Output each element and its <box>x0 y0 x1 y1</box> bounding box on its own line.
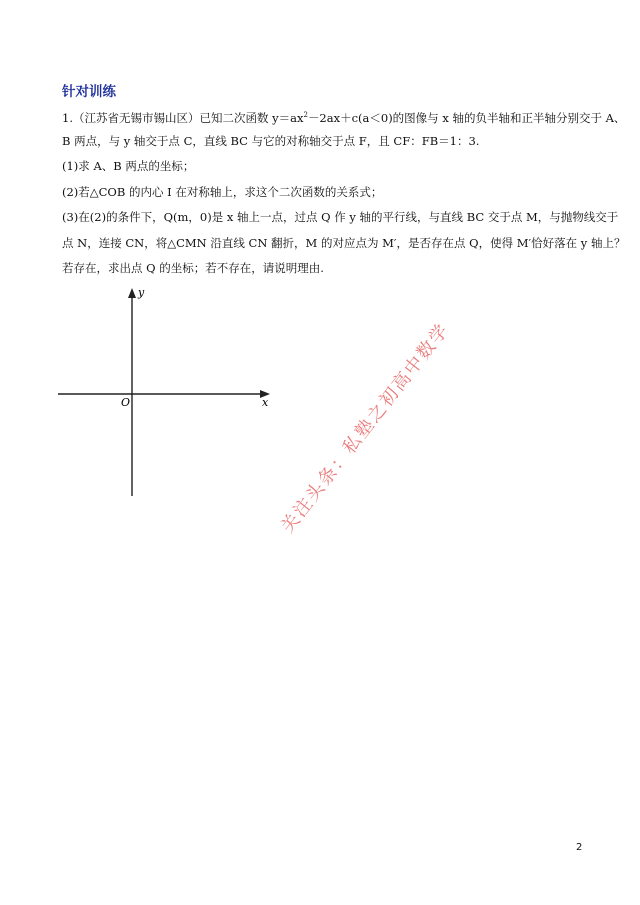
problem-part-2: (2)若△COB 的内心 I 在对称轴上，求这个二次函数的关系式； <box>62 185 383 199</box>
problem-part-3-line-1: (3)在(2)的条件下，Q(m，0)是 x 轴上一点，过点 Q 作 y 轴的平行线，与直线 BC 交于点 M，与抛物线交于 <box>62 210 619 224</box>
problem-line-1-post: －2ax＋c(a＜0)的图像与 x 轴的负半轴和正半轴分别交于 A、 <box>307 111 626 125</box>
y-axis-label: y <box>138 286 145 299</box>
problem-line-1-pre: 1.（江苏省无锡市锡山区）已知二次函数 y＝ax <box>62 111 304 125</box>
section-heading: 针对训练 <box>62 84 116 100</box>
problem-line-2: B 两点，与 y 轴交于点 C，直线 BC 与它的对称轴交于点 F，且 CF：FB＝1：3. <box>62 134 480 148</box>
problem-part-3-line-2: 点 N，连接 CN，将△CMN 沿直线 CN 翻折，M 的对应点为 M′，是否存在点 Q，使得 M′恰好落在 y 轴上？ <box>62 236 626 250</box>
origin-label: O <box>121 396 131 409</box>
watermark: 关注头条：私塾之初高中数学 <box>277 319 454 538</box>
problem-line-1 <box>62 107 625 126</box>
y-axis-arrow <box>128 288 136 298</box>
exponent: 2 <box>303 111 308 119</box>
x-axis-label: x <box>262 396 269 409</box>
problem-part-1: (1)求 A、B 两点的坐标； <box>62 159 195 173</box>
coordinate-axes <box>52 282 282 504</box>
page-number: 2 <box>576 842 583 853</box>
problem-part-3-line-3: 若存在，求出点 Q 的坐标；若不存在，请说明理由. <box>62 261 324 275</box>
